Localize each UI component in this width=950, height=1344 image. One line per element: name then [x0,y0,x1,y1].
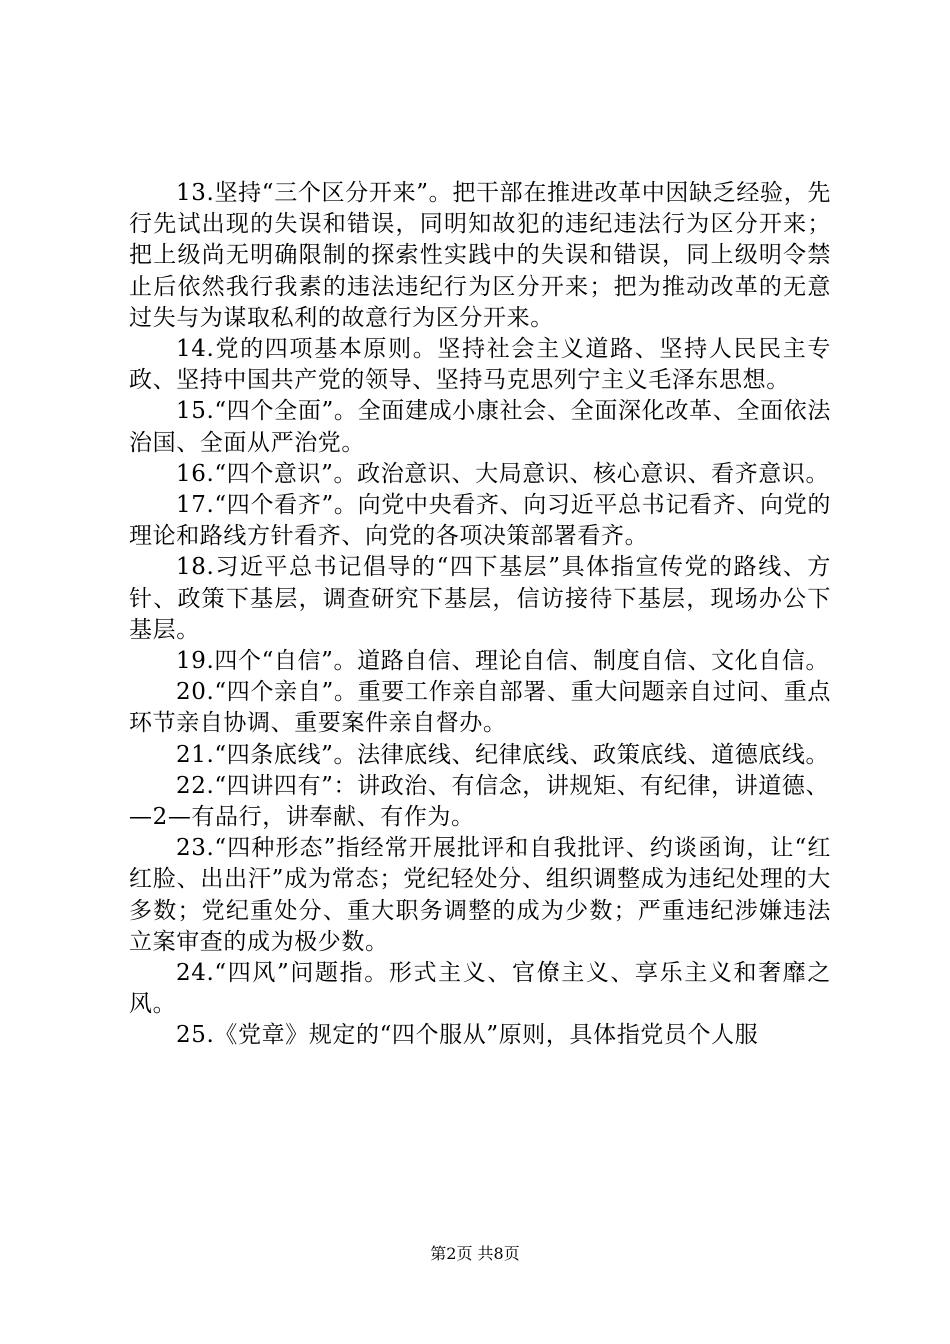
paragraph-24: 24.“四风”问题指。形式主义、官僚主义、享乐主义和奢靡之风。 [129,960,831,1018]
page-number-footer: 第2页 共8页 [430,1244,520,1263]
paragraph-13: 13.坚持“三个区分开来”。把干部在推进改革中因缺乏经验，先行先试出现的失误和错误，同明知故犯的违纪违法行为区分开来；把上级尚无明确限制的探索性实践中的失误和错误，同上级明令禁止后依然我行我素的违法违纪行为区分开来；把为推动改革的无意过失与为谋取私利的故意行为区分开来。 [129,180,831,331]
paragraph-20: 20.“四个亲自”。重要工作亲自部署、重大问题亲自过问、重点环节亲自协调、重要案件亲自督办。 [129,679,831,737]
document-body [129,178,831,1052]
paragraph-21: 21.“四条底线”。法律底线、纪律底线、政策底线、道德底线。 [176,741,830,768]
paragraph-25: 25.《党章》规定的“四个服从”原则，具体指党员个人服 [176,1022,759,1049]
paragraph-16: 16.“四个意识”。政治意识、大局意识、核心意识、看齐意识。 [176,460,830,487]
paragraph-22-continued: —2—有品行，讲奉献、有作为。 [129,804,475,831]
paragraph-19: 19.四个“自信”。道路自信、理论自信、制度自信、文化自信。 [176,648,830,675]
paragraph-15: 15.“四个全面”。全面建成小康社会、全面深化改革、全面依法治国、全面从严治党。 [129,398,831,456]
paragraph-14: 14.党的四项基本原则。坚持社会主义道路、坚持人民民主专政、坚持中国共产党的领导、坚持马克思列宁主义毛泽东思想。 [129,336,831,394]
paragraph-22: 22.“四讲四有”：讲政治、有信念，讲规矩、有纪律，讲道德、 [176,772,830,799]
paragraph-17: 17.“四个看齐”。向党中央看齐、向习近平总书记看齐、向党的理论和路线方针看齐、向党的各项决策部署看齐。 [129,492,831,550]
paragraph-18: 18.习近平总书记倡导的“四下基层”具体指宣传党的路线、方针、政策下基层，调查研究下基层，信访接待下基层，现场办公下基层。 [129,554,831,643]
paragraph-23: 23.“四种形态”指经常开展批评和自我批评、约谈函询，让“红红脸、出出汗”成为常态；党纪轻处分、组织调整成为违纪处理的大多数；党纪重处分、重大职务调整的成为少数；严重违纪涉嫌违法立案审查的成为极少数。 [129,835,831,955]
